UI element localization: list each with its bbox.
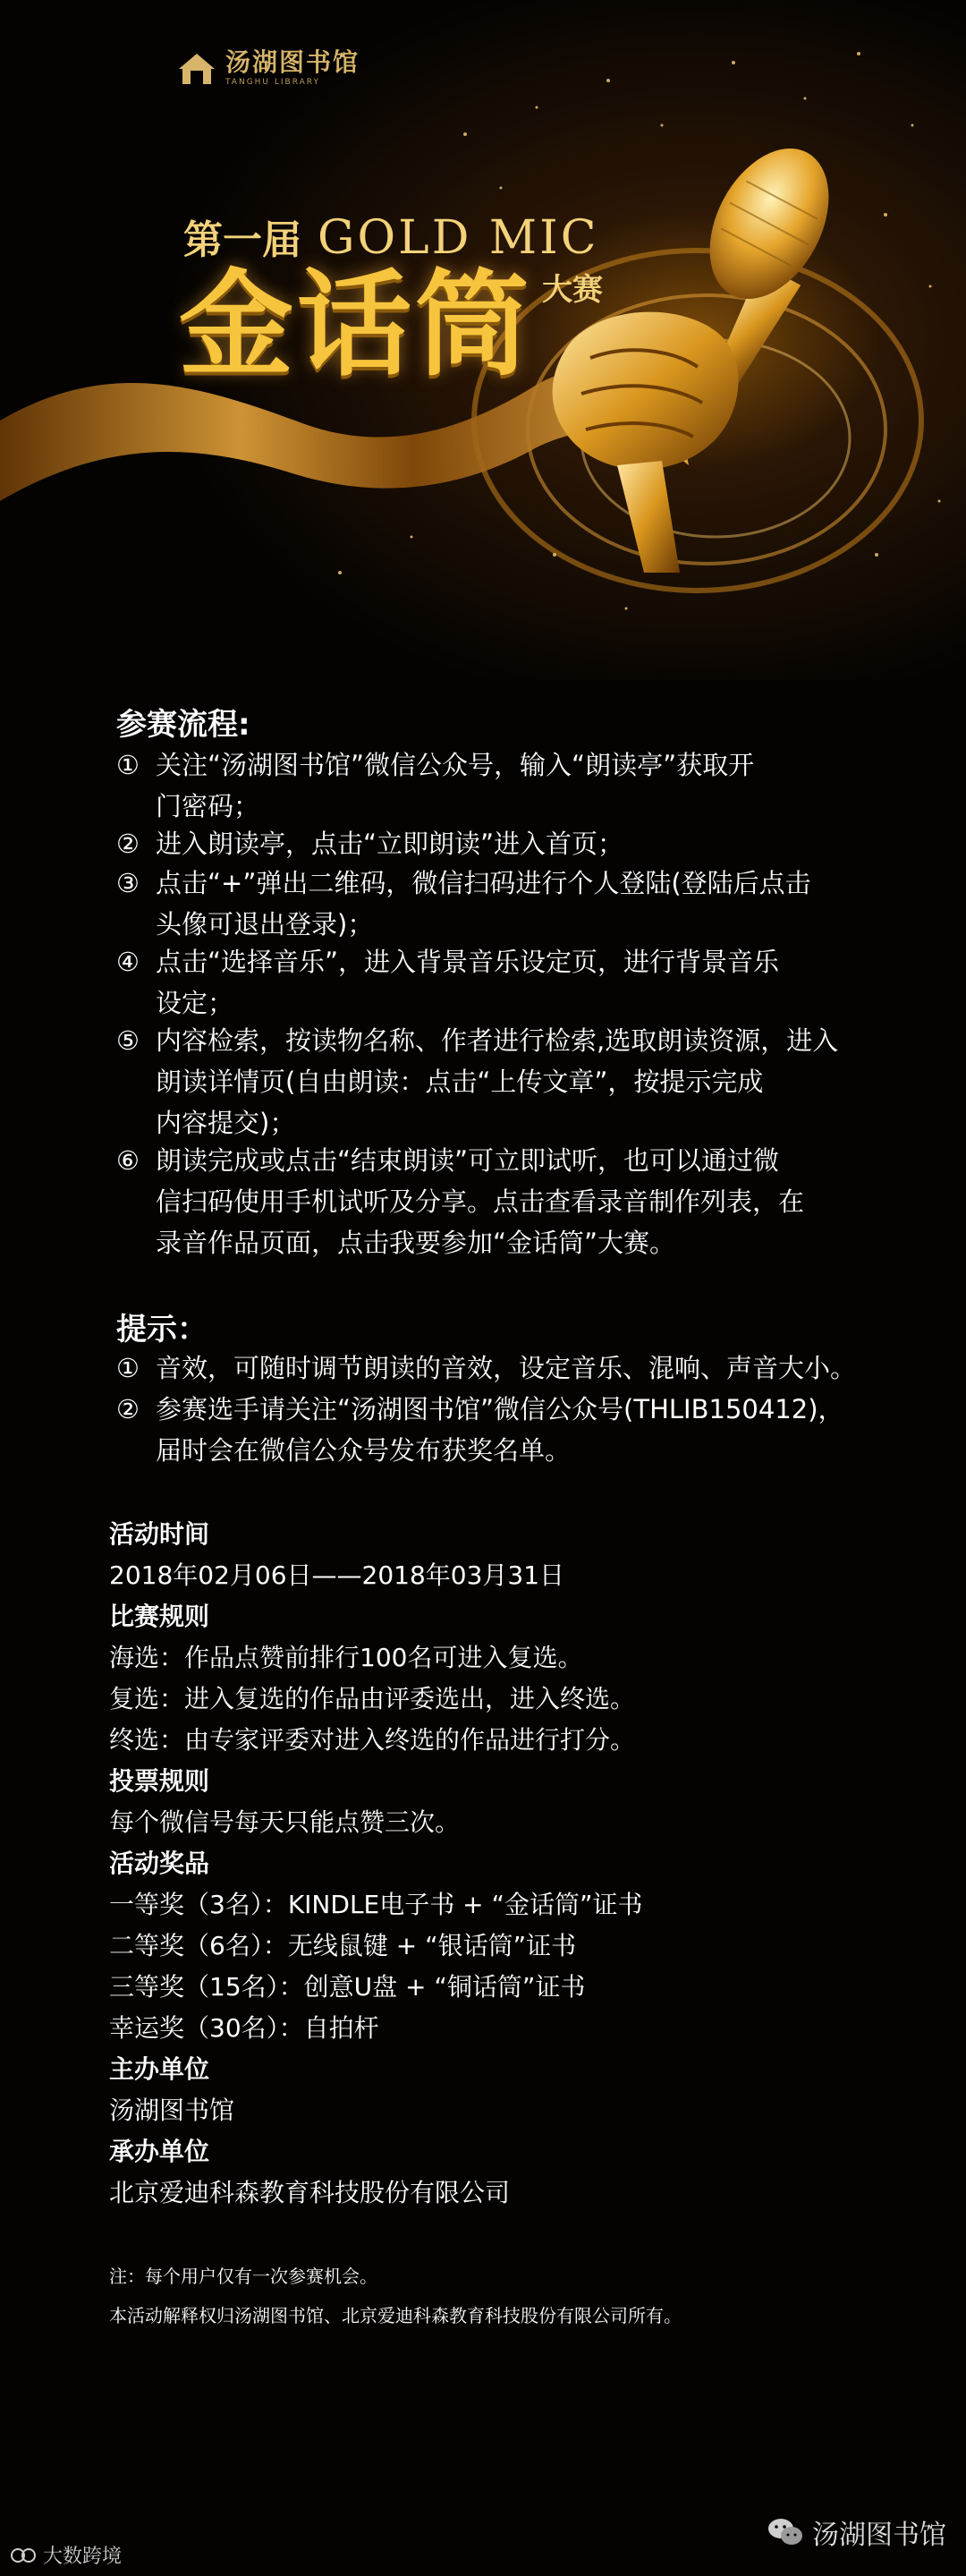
organizer-value: 北京爱迪科森教育科技股份有限公司 (109, 2178, 511, 2207)
tip-number: ② (116, 1394, 140, 1424)
process-step (116, 863, 886, 945)
host-value: 汤湖图书馆 (109, 2096, 235, 2125)
title-english: GOLD MIC (318, 211, 599, 265)
wechat-account (767, 2512, 946, 2552)
note-rights: 本活动解释权归汤湖图书馆、北京爱迪科森教育科技股份有限公司所有。 (109, 2305, 682, 2326)
title-suffix: 大赛 (542, 272, 603, 308)
watermark-text: 大数跨境 (43, 2546, 123, 2568)
process-step (116, 823, 886, 864)
vote-value: 每个微信号每天只能点赞三次。 (109, 1807, 461, 1837)
tip-line: 参赛选手请关注“汤湖图书馆”微信公众号(THLIB150412)， (156, 1394, 844, 1424)
step-line: 进入朗读亭，点击“立即朗读”进入首页； (156, 829, 624, 859)
tip-item (116, 1389, 886, 1471)
step-line: 点击“+”弹出二维码，微信扫码进行个人登陆(登陆后点击 (156, 868, 811, 898)
vote-heading: 投票规则 (109, 1766, 210, 1796)
wechat-icon (767, 2517, 803, 2547)
prize-item: 一等奖（3名）：KINDLE电子书 + “金话筒”证书 (109, 1890, 643, 1919)
title-main: 金话筒 (179, 259, 534, 392)
hero-banner (0, 0, 966, 680)
step-line: 关注“汤湖图书馆”微信公众号，输入“朗读亭”获取开 (156, 750, 755, 780)
logo-subtitle: TANGHU LIBRARY (225, 78, 320, 87)
step-number: ① (116, 750, 140, 780)
rule-item: 复选：进入复选的作品由评委选出，进入终选。 (109, 1684, 636, 1713)
title-line (183, 208, 599, 265)
process-step (116, 1020, 886, 1143)
rule-item: 终选：由专家评委对进入终选的作品进行打分。 (109, 1725, 636, 1755)
watermark-logo-icon (11, 2546, 38, 2564)
step-line: 信扫码使用手机试听及分享。点击查看录音制作列表，在 (156, 1186, 805, 1217)
step-number: ④ (116, 947, 140, 977)
prize-item: 幸运奖（30名）：自拍杆 (109, 2013, 379, 2043)
step-line: 点击“选择音乐”，进入背景音乐设定页，进行背景音乐 (156, 947, 780, 977)
title-prefix: 第一届 (183, 217, 301, 263)
step-number: ⑥ (116, 1145, 140, 1176)
library-logo (177, 47, 360, 87)
tip-line: 届时会在微信公众号发布获奖名单。 (156, 1435, 572, 1466)
process-step (116, 941, 886, 1024)
time-value: 2018年02月06日——2018年03月31日 (109, 1560, 565, 1590)
house-logo-icon (177, 51, 216, 87)
tip-number: ① (116, 1353, 140, 1383)
step-line: 朗读完成或点击“结束朗读”可立即试听，也可以通过微 (156, 1145, 780, 1176)
process-heading: 参赛流程: (116, 707, 250, 743)
rule-item: 海选：作品点赞前排行100名可进入复选。 (109, 1643, 583, 1672)
step-number: ③ (116, 868, 140, 898)
prize-heading: 活动奖品 (109, 1849, 210, 1878)
step-line: 设定； (156, 988, 234, 1018)
organizer-heading: 承办单位 (109, 2137, 210, 2166)
rules-heading: 比赛规则 (109, 1602, 210, 1631)
step-line: 朗读详情页(自由朗读：点击“上传文章”，按提示完成 (156, 1067, 764, 1097)
process-step (116, 744, 886, 827)
note-participation: 注：每个用户仅有一次参赛机会。 (109, 2266, 377, 2287)
tip-line: 音效，可随时调节朗读的音效，设定音乐、混响、声音大小。 (156, 1353, 857, 1383)
tip-item (116, 1348, 886, 1389)
logo-name: 汤湖图书馆 (225, 47, 360, 77)
step-line: 头像可退出登录)； (156, 909, 374, 939)
host-heading: 主办单位 (109, 2054, 210, 2084)
process-step (116, 1140, 886, 1263)
tips-heading: 提示： (116, 1312, 208, 1348)
watermark (11, 2541, 122, 2569)
prize-item: 二等奖（6名）：无线鼠键 + “银话筒”证书 (109, 1931, 577, 1960)
step-number: ⑤ (116, 1025, 140, 1056)
step-line: 门密码； (156, 791, 260, 821)
prize-item: 三等奖（15名）：创意U盘 + “铜话筒”证书 (109, 1972, 586, 2002)
step-line: 内容提交)； (156, 1108, 296, 1138)
wechat-account-name: 汤湖图书馆 (812, 2520, 946, 2551)
time-heading: 活动时间 (109, 1519, 210, 1549)
event-info (109, 1514, 896, 2214)
step-number: ② (116, 829, 140, 859)
step-line: 录音作品页面，点击我要参加“金话筒”大赛。 (156, 1228, 676, 1258)
step-line: 内容检索，按读物名称、作者进行检索,选取朗读资源，进入 (156, 1025, 839, 1056)
